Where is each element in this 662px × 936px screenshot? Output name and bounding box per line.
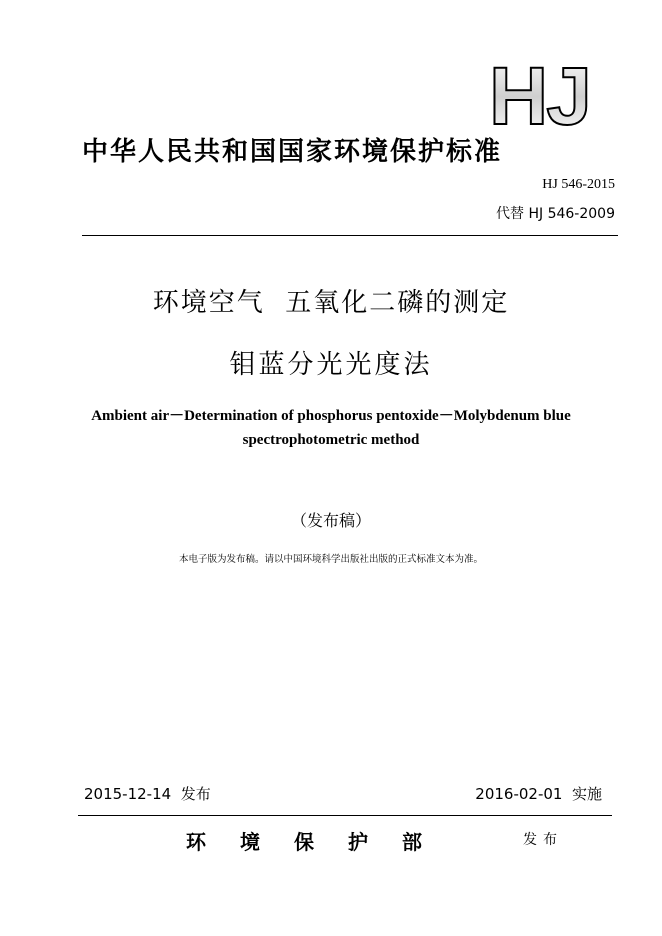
issue-verb: 发布	[523, 832, 563, 848]
edition-note: 本电子版为发布稿。请以中国环境科学出版社出版的正式标准文本为准。	[178, 554, 483, 565]
standard-number: HJ 546-2015	[542, 177, 615, 192]
issue-date: 2015-12-14 发布	[84, 785, 211, 803]
issuing-authority: 环境保护部	[186, 830, 456, 854]
title-english-line-1: Ambient air－Determination of phosphorus pentoxide－Molybdenum blue	[91, 408, 571, 424]
hj-logo	[485, 60, 605, 130]
title-english-line-2: spectrophotometric method	[242, 432, 420, 448]
title-chinese-line-1: 环境空气 五氧化二磷的测定	[152, 288, 510, 318]
title-chinese-line-2: 钼蓝分光光度法	[229, 350, 433, 380]
implementation-date: 2016-02-01 实施	[475, 785, 602, 803]
bottom-rule	[78, 815, 612, 816]
replaces-standard: 代替 HJ 546-2009	[496, 206, 615, 222]
draft-status: （发布稿）	[290, 511, 371, 530]
top-rule	[82, 235, 618, 236]
logo-text: HJ	[489, 60, 590, 130]
national-standard-title: 中华人民共和国国家环境保护标准	[82, 137, 503, 167]
